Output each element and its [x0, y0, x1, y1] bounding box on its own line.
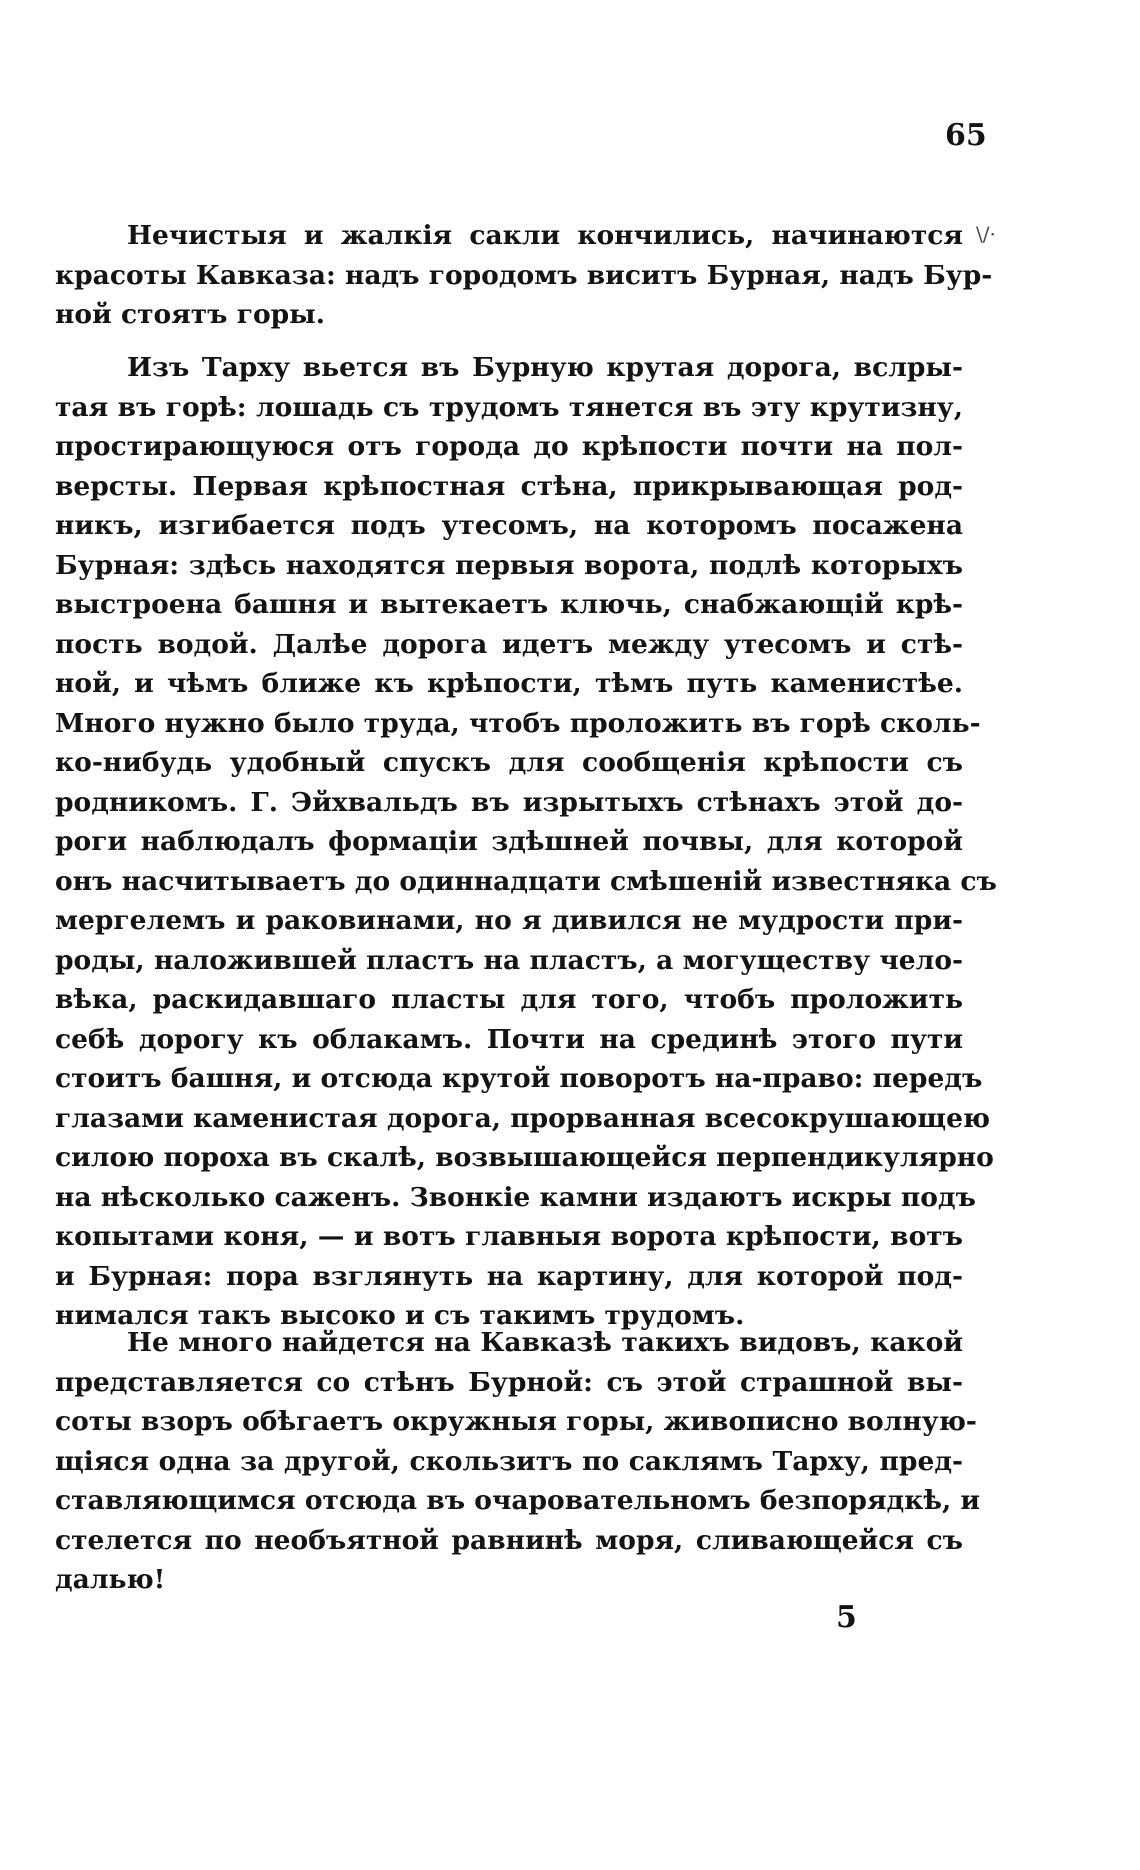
- text-line: Много нужно было труда, чтобъ проложить въ горѣ сколь-: [55, 707, 981, 739]
- text-line: родникомъ. Г. Эйхвальдъ въ изрытыхъ стѣнахъ этой до-: [55, 786, 963, 818]
- text-line: версты. Первая крѣпостная стѣна, прикрывающая род-: [55, 470, 963, 502]
- text-line: Бурная: здѣсь находятся первыя ворота, подлѣ которыхъ: [55, 549, 963, 581]
- paragraph-3: [55, 1323, 981, 1600]
- text-line: стоитъ башня, и отсюда крутой поворотъ на-право: передъ: [55, 1063, 983, 1094]
- text-line: соты взоръ обѣгаетъ окружныя горы, живописно волную-: [55, 1406, 977, 1437]
- text-line: Нечистыя и жалкія сакли кончились, начинаются: [127, 220, 963, 251]
- text-line: на нѣсколько саженъ. Звонкіе камни издаютъ искры подъ: [55, 1181, 976, 1213]
- text-line: Не много найдется на Кавказѣ такихъ видовъ, какой: [127, 1327, 963, 1358]
- text-line: тая въ горѣ: лошадь съ трудомъ тянется въ эту крутизну,: [55, 391, 963, 423]
- text-line: далью!: [55, 1564, 166, 1595]
- margin-mark: \/·: [976, 222, 996, 246]
- page-number: 65: [945, 118, 987, 153]
- text-line: глазами каменистая дорога, прорванная всесокрушающею: [55, 1102, 991, 1134]
- text-line: мергелемъ и раковинами, но я дивился не мудрости при-: [55, 905, 963, 936]
- text-line: простирающуюся отъ города до крѣпости почти на пол-: [55, 431, 963, 462]
- text-line: красоты Кавказа: надъ городомъ виситъ Бурная, надъ Бур-: [55, 259, 993, 291]
- text-line: пость водой. Далѣе дорога идетъ между утесомъ и стѣ-: [55, 628, 963, 660]
- text-line: себѣ дорогу къ облакамъ. Почти на срединѣ этого пути: [55, 1023, 963, 1055]
- text-line: Изъ Тарху вьется въ Бурную крутая дорога, вслры-: [127, 352, 963, 383]
- text-line: выстроена башня и вытекаетъ ключь, снабжающій крѣ-: [55, 589, 963, 620]
- paragraph-1: [55, 216, 993, 335]
- text-line: стелется по необъятной равнинѣ моря, сливающейся съ: [55, 1524, 963, 1556]
- text-line: ставляющимся отсюда въ очаровательномъ безпорядкѣ, и: [55, 1485, 981, 1516]
- text-line: щіяся одна за другой, скользитъ по саклямъ Тарху, пред-: [55, 1445, 963, 1477]
- text-line: онъ насчитываетъ до одиннадцати смѣшеній известняка съ: [55, 865, 997, 897]
- text-line: силою пороха въ скалѣ, возвышающейся перпендикулярно: [55, 1142, 994, 1173]
- text-line: представляется со стѣнъ Бурной: съ этой страшной вы-: [55, 1366, 963, 1398]
- text-line: вѣка, раскидавшаго пласты для того, чтобъ проложить: [55, 984, 963, 1015]
- text-line: никъ, изгибается подъ утесомъ, на которомъ посажена: [55, 510, 963, 541]
- paragraph-2: [55, 348, 997, 1336]
- text-line: ной, и чѣмъ ближе къ крѣпости, тѣмъ путь каменистѣе.: [55, 668, 963, 699]
- text-line: нимался такъ высоко и съ такимъ трудомъ.: [55, 1300, 745, 1331]
- text-line: роды, наложившей пластъ на пластъ, а могуществу чело-: [55, 944, 963, 976]
- text-line: роги наблюдалъ формаціи здѣшней почвы, для которой: [55, 826, 963, 857]
- text-line: копытами коня, — и вотъ главныя ворота крѣпости, вотъ: [55, 1221, 963, 1252]
- signature-mark: 5: [836, 1600, 857, 1635]
- text-line: и Бурная: пора взглянуть на картину, для которой под-: [55, 1260, 963, 1292]
- text-line: ко-нибудь удобный спускъ для сообщенія крѣпости съ: [55, 747, 963, 778]
- text-line: ной стоятъ горы.: [55, 299, 325, 330]
